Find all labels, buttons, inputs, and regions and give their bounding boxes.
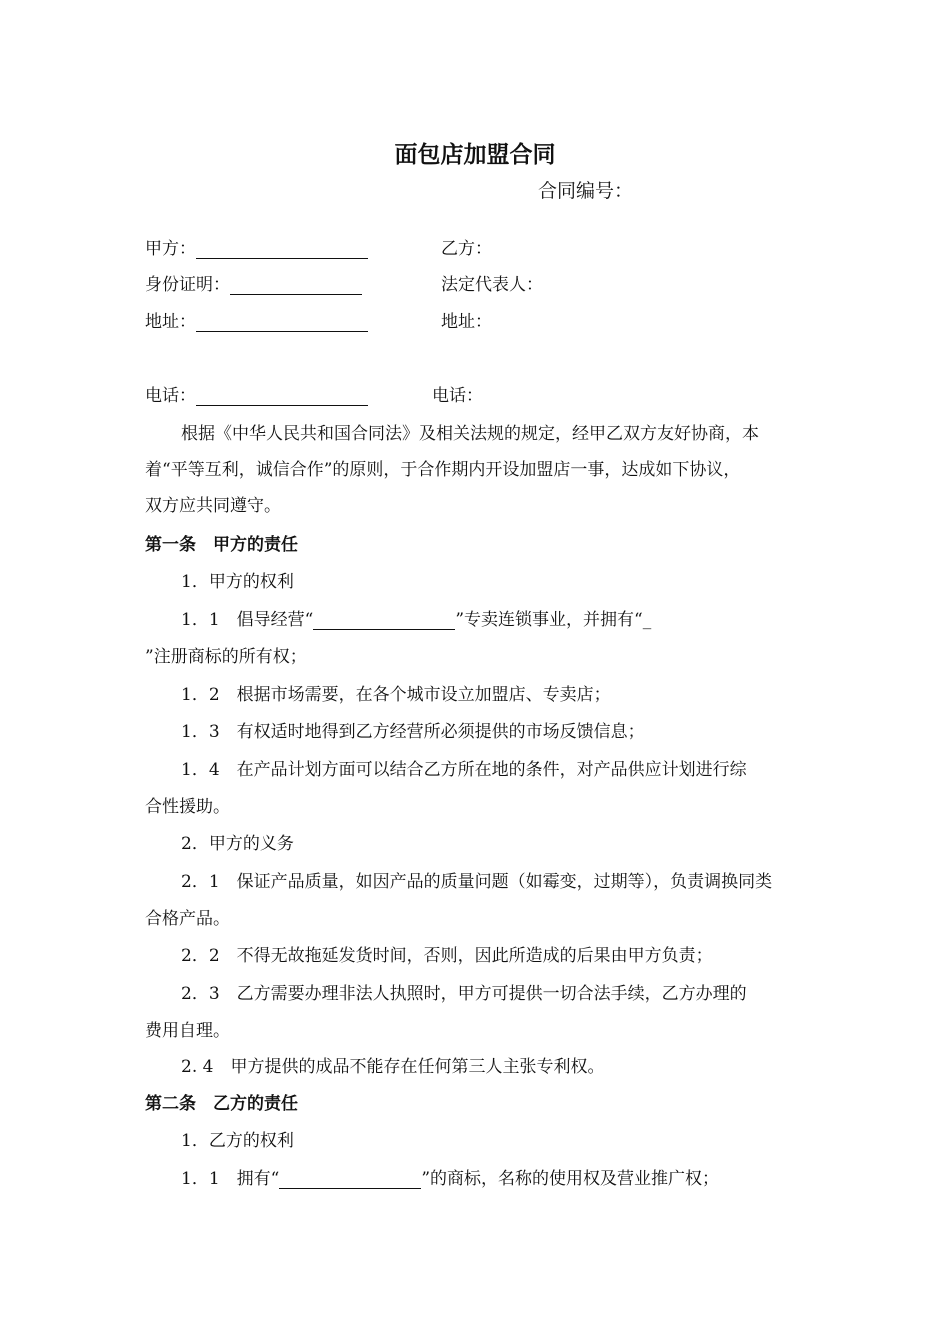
id-blank bbox=[230, 277, 362, 295]
document-title: 面包店加盟合同 bbox=[394, 142, 556, 168]
legal-rep-label: 法定代表人： bbox=[441, 275, 543, 295]
address-a-row bbox=[145, 312, 368, 332]
party-a-label: 甲方： bbox=[145, 239, 196, 259]
clause-1-1-mid: ”专卖连锁事业，并拥有“_ bbox=[455, 610, 652, 630]
phone-a-blank bbox=[196, 388, 368, 406]
phone-a-label: 电话： bbox=[145, 386, 196, 406]
preamble-line-1: 根据《中华人民共和国合同法》及相关法规的规定，经甲乙双方友好协商，本 bbox=[181, 424, 759, 444]
clause-2-2: 2．2 不得无故拖延发货时间，否则，因此所造成的后果由甲方负责； bbox=[181, 946, 713, 966]
party-b-label: 乙方： bbox=[441, 239, 492, 259]
party-a-blank bbox=[196, 241, 368, 259]
trademark-blank bbox=[279, 1171, 421, 1189]
article-1-duties-heading: 2．甲方的义务 bbox=[181, 834, 294, 854]
clause-1-1-cont: ”注册商标的所有权； bbox=[145, 647, 307, 667]
article-2-heading: 第二条 乙方的责任 bbox=[145, 1094, 298, 1114]
phone-a-row bbox=[145, 386, 368, 406]
clause-1-2: 1．2 根据市场需要，在各个城市设立加盟店、专卖店； bbox=[181, 685, 611, 705]
address-a-blank bbox=[196, 314, 368, 332]
article-1-rights-heading: 1．甲方的权利 bbox=[181, 572, 294, 592]
clause-2-4: 2. 4 甲方提供的成品不能存在任何第三人主张专利权。 bbox=[181, 1057, 605, 1077]
clause-1-4-line-1: 1．4 在产品计划方面可以结合乙方所在地的条件，对产品供应计划进行综 bbox=[181, 760, 747, 780]
article-1-heading: 第一条 甲方的责任 bbox=[145, 535, 298, 555]
address-b-label: 地址： bbox=[441, 312, 492, 332]
party-a-row bbox=[145, 239, 368, 259]
clause-2-1-line-1: 2．1 保证产品质量，如因产品的质量问题（如霉变，过期等），负责调换同类 bbox=[181, 872, 773, 892]
clause-1-3: 1．3 有权适时地得到乙方经营所必须提供的市场反馈信息； bbox=[181, 722, 645, 742]
clause-2-3-line-2: 费用自理。 bbox=[145, 1021, 230, 1041]
clause-1-1-row bbox=[181, 610, 651, 630]
preamble-line-3: 双方应共同遵守。 bbox=[145, 496, 281, 516]
preamble-line-2: 着“平等互利，诚信合作”的原则，于合作期内开设加盟店一事，达成如下协议， bbox=[145, 460, 741, 480]
clause-1-4-line-2: 合性援助。 bbox=[145, 797, 230, 817]
clause-1-1-prefix: 1．1 倡导经营“ bbox=[181, 610, 314, 630]
clause-2-1-line-2: 合格产品。 bbox=[145, 909, 230, 929]
address-a-label: 地址： bbox=[145, 312, 196, 332]
article-2-clause-1-1-suffix: ”的商标，名称的使用权及营业推广权； bbox=[421, 1169, 720, 1189]
article-2-clause-1-1-row bbox=[181, 1169, 719, 1189]
article-2-clause-1-1-prefix: 1．1 拥有“ bbox=[181, 1169, 280, 1189]
id-label: 身份证明： bbox=[145, 275, 230, 295]
phone-b-label: 电话： bbox=[432, 386, 483, 406]
article-2-rights-heading: 1．乙方的权利 bbox=[181, 1131, 294, 1151]
brand-blank bbox=[313, 612, 455, 630]
clause-2-3-line-1: 2．3 乙方需要办理非法人执照时，甲方可提供一切合法手续，乙方办理的 bbox=[181, 984, 747, 1004]
id-row bbox=[145, 275, 362, 295]
contract-number-label: 合同编号： bbox=[538, 180, 634, 202]
